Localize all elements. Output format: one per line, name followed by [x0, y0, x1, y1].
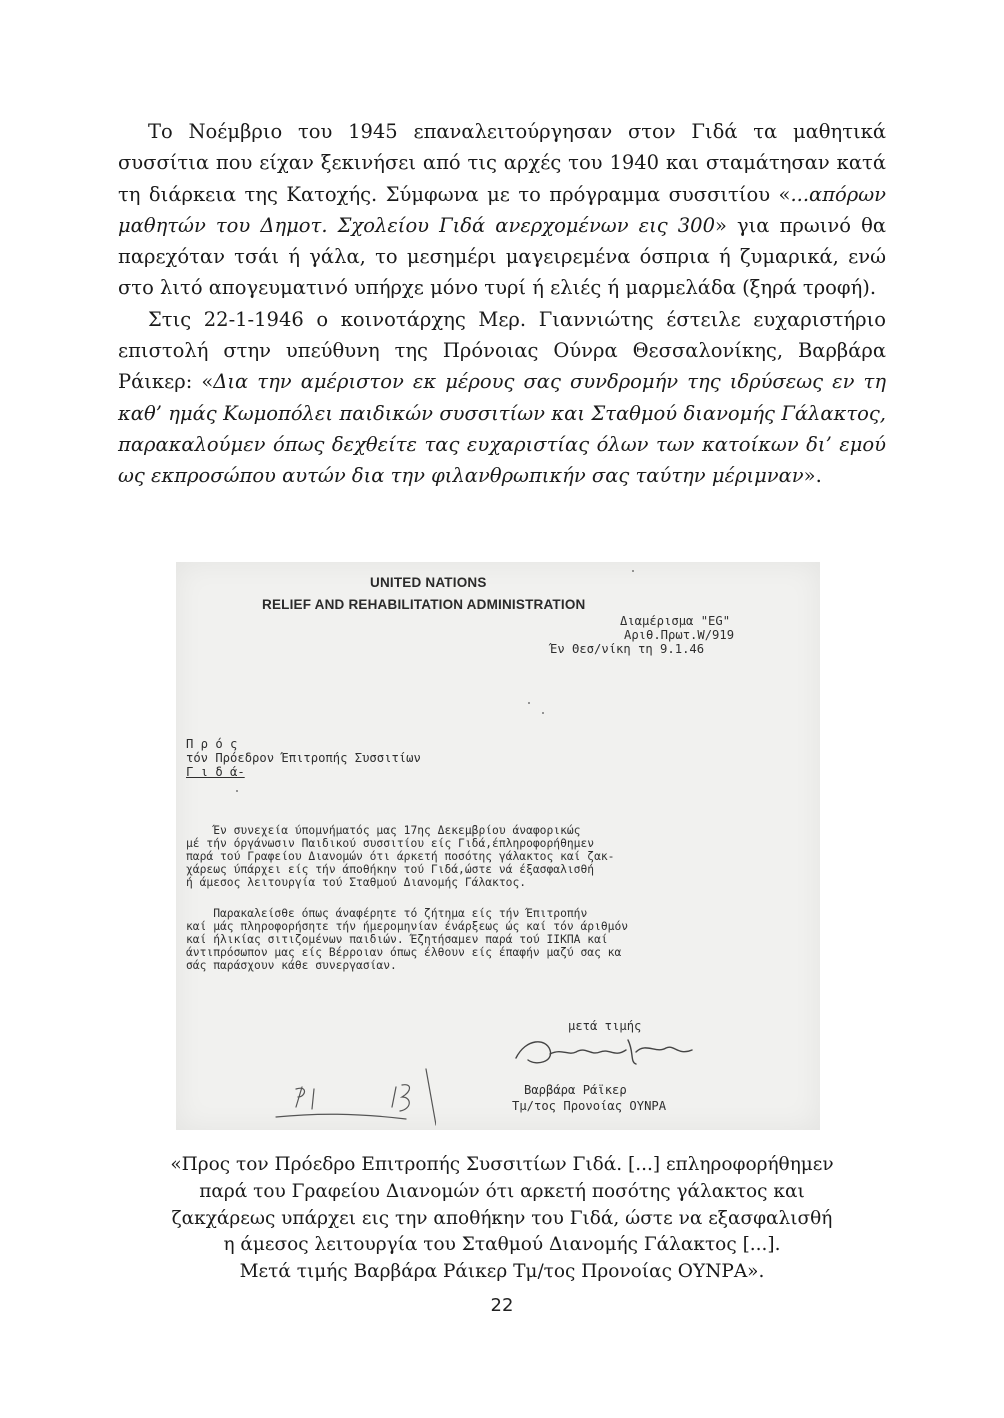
paragraph-2-text-b: ». [803, 464, 822, 488]
letter-to-line-1: Π ρ ό ς [186, 737, 238, 751]
scan-speck [236, 790, 238, 792]
letter-to-line-3: Γ ι δ ά- [186, 765, 245, 779]
paragraph-2-quote: Δια την αμέριστον εκ μέρους σας συνδρομήν της ιδρύσεως εν τη καθ’ ημάς Κωμοπόλει παιδικών συσσιτίων και Σταθμού διανομής Γάλακτος, παρακαλούμεν όπως δεχθείτε τας ευχαριστίας όλων των κατοίκων δι’ εμού ως εκπροσώπου αυτών δια την φιλανθρωπικήν σας ταύτην μέριμναν [118, 370, 886, 488]
paragraph-1-text-a: Το Νοέμβριο του 1945 επαναλειτούργησαν στον Γιδά τα μαθητικά συσσίτια που είχαν ξεκινήσει από τις αρχές του 1940 και σταμάτησαν κατά τη διάρκεια της Κατοχής. Σύμφωνα με το πρόγραμμα συσσιτίου « [118, 120, 886, 206]
handwritten-marks-image [236, 1067, 436, 1127]
letter-ref-line-2: Αριθ.Πρωτ.W/919 [624, 628, 735, 642]
caption-line-3: ζακχάρεως υπάρχει εις την αποθήκην του Γιδά, ώστε να εξασφαλισθή [171, 1207, 833, 1229]
letter-org-line-2: RELIEF AND REHABILITATION ADMINISTRATION [262, 597, 586, 612]
letter-scan-image [176, 562, 820, 1130]
scan-speck [542, 712, 544, 714]
paragraph-2-text-a: Στις 22-1-1946 ο κοινοτάρχης Μερ. Γιαννιώτης έστειλε ευχαριστήριο επιστολή στην υπεύθυνη της Πρόνοιας Ούνρα Θεσσαλονίκης, Βαρβάρα Ράικερ: « [118, 307, 886, 394]
page-number: 22 [490, 1295, 514, 1316]
letter-ref-line-1: Διαμέρισμα "EG" [620, 614, 731, 628]
letter-paragraph-1: Έν συνεχεία ύπομνήματός μας 17ης Δεκεμβρίου άναφορικώς μέ τήν όργάνωσιν Παιδικού συσσιτίου είς Γιδά,έπληροφορήθημεν παρά τού Γραφείου Διανομών ότι άρκετή ποσότης γάλακτος καί ζακ- χάρεως ύπάρχει είς τήν άποθήκην τού Γιδά,ώστε νά έξασφαλισθή ή άμεσος λειτουργία τού Σταθμού Διανομής Γάλακτος. [186, 824, 615, 889]
paragraph-1 [118, 116, 886, 304]
letter-signer-name: Βαρβάρα Ράϊκερ [524, 1083, 627, 1097]
paragraph-1-text-b: » για πρωινό θα παρεχόταν τσάι ή γάλα, το μεσημέρι μαγειρεμένα όσπρια ή ζυμαρικά, ενώ στο λιτό απογευματινό υπήρχε μόνο τυρί ή ελιές ή μαρμελάδα (ξηρά τροφή). [118, 213, 886, 300]
letter-paragraph-2: Παρακαλείσθε όπως άναφέρητε τό ζήτημα είς τήν Έπιτροπήν καί μάς πληροφορήσητε τήν ήμερομηνίαν ένάρξεως ώς καί τόν άριθμόν καί ήλικίας σιτιζομένων παιδιών. Έζητήσαμεν παρά τού ΙΙΚΠΑ καί άντιπρόσωπον μας είς Βέρροιαν όπως έλθουν είς έπαφήν μαζύ σας κα σάς παράσχουν κάθε συνεργασίαν. [186, 907, 629, 972]
letter-signer-title: Τμ/τος Προνοίας ΟΥΝΡΑ [512, 1099, 667, 1113]
paragraph-1-quote: ...απόρων μαθητών του Δημοτ. Σχολείου Γιδά ανερχομένων εις 300 [118, 182, 886, 237]
signature-image [506, 1032, 706, 1072]
figure-caption [110, 1152, 894, 1286]
caption-line-5: Μετά τιμής Βαρβάρα Ράικερ Τμ/τος Προνοίας ΟΥΝΡΑ». [239, 1261, 765, 1283]
letter-org-line-1: UNITED NATIONS [370, 575, 487, 590]
letter-closing: μετά τιμής [568, 1019, 642, 1033]
letter-to-line-2: τόν Πρόεδρον Έπιτροπής Συσσιτίων [186, 751, 421, 765]
caption-line-1: «Προς τον Πρόεδρο Επιτροπής Συσσιτίων Γιδά. [...] επληροφορήθημεν [170, 1154, 834, 1175]
paragraph-2 [118, 304, 886, 492]
scan-speck [632, 570, 634, 572]
letter-ref-line-3: Έν Θεσ/νίκη τη 9.1.46 [550, 642, 705, 656]
caption-line-4: η άμεσος λειτουργία του Σταθμού Διανομής Γάλακτος [...]. [223, 1234, 781, 1256]
body-text [118, 116, 886, 492]
caption-line-2: παρά του Γραφείου Διανομών ότι αρκετή ποσότης γάλακτος και [199, 1180, 805, 1202]
scan-speck [528, 702, 530, 704]
